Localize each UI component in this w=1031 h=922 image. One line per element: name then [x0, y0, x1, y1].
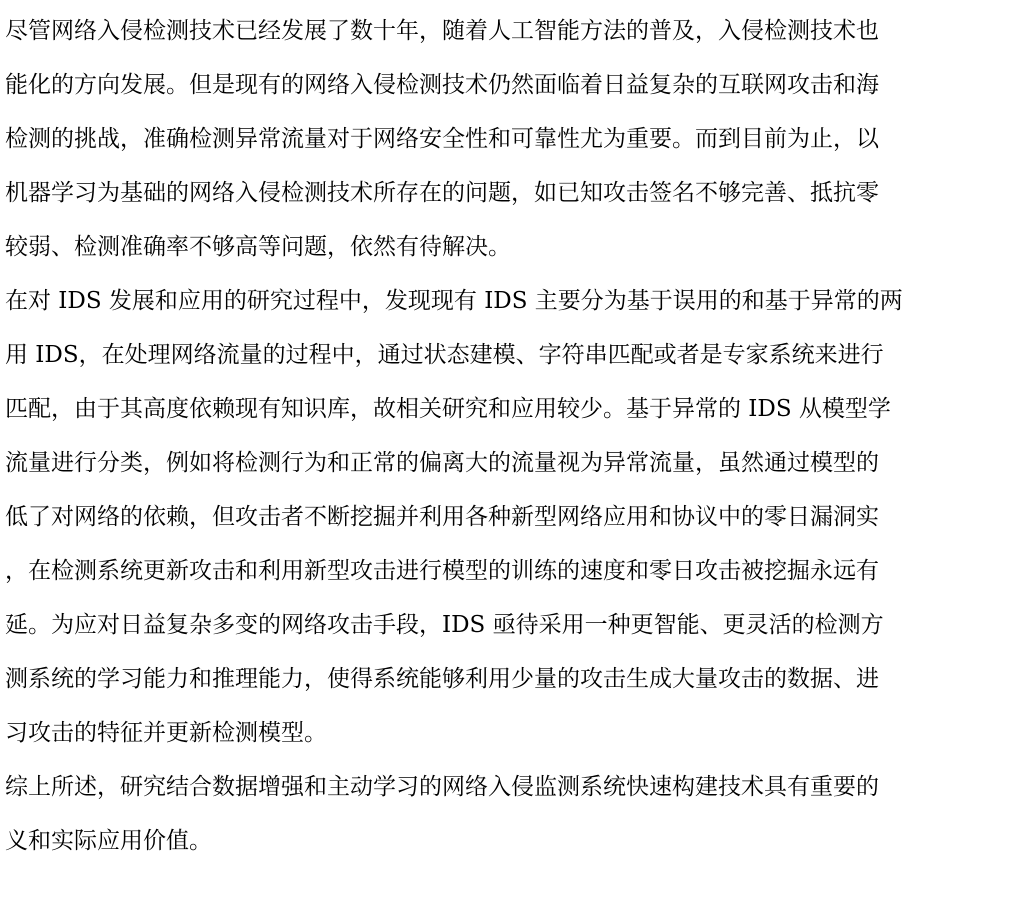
text-line: 综上所述，研究结合数据增强和主动学习的网络入侵监测系统快速构建技术具有重要的: [5, 774, 879, 800]
paragraph-3: [5, 760, 1031, 868]
text-line: 检测的挑战，准确检测异常流量对于网络安全性和可靠性尤为重要。而到目前为止，以: [5, 126, 879, 152]
text-line: 延。为应对日益复杂多变的网络攻击手段，IDS 亟待采用一种更智能、更灵活的检测方: [5, 612, 884, 638]
text-line: 机器学习为基础的网络入侵检测技术所存在的问题，如已知攻击签名不够完善、抵抗零: [5, 180, 879, 206]
text-line: 义和实际应用价值。: [5, 828, 212, 854]
text-line: 匹配，由于其高度依赖现有知识库，故相关研究和应用较少。基于异常的 IDS 从模型学: [5, 396, 891, 422]
paragraph-2: [5, 274, 1031, 760]
text-line: 尽管网络入侵检测技术已经发展了数十年，随着人工智能方法的普及，入侵检测技术也: [5, 18, 879, 44]
text-line: 习攻击的特征并更新检测模型。: [5, 720, 327, 746]
text-line: 流量进行分类，例如将检测行为和正常的偏离大的流量视为异常流量，虽然通过模型的: [5, 450, 879, 476]
paragraph-1: [5, 4, 1031, 274]
text-line: 用 IDS，在处理网络流量的过程中，通过状态建模、字符串匹配或者是专家系统来进行: [5, 342, 884, 368]
text-line: 较弱、检测准确率不够高等问题，依然有待解决。: [5, 234, 511, 260]
text-line: ，在检测系统更新攻击和利用新型攻击进行模型的训练的速度和零日攻击被挖掘永远有: [5, 558, 879, 584]
document-body: [5, 4, 1031, 868]
text-line: 低了对网络的依赖，但攻击者不断挖掘并利用各种新型网络应用和协议中的零日漏洞实: [5, 504, 879, 530]
text-line: 能化的方向发展。但是现有的网络入侵检测技术仍然面临着日益复杂的互联网攻击和海: [5, 72, 879, 98]
text-line: 测系统的学习能力和推理能力，使得系统能够利用少量的攻击生成大量攻击的数据、进: [5, 666, 879, 692]
text-line: 在对 IDS 发展和应用的研究过程中，发现现有 IDS 主要分为基于误用的和基于异常的两: [5, 288, 903, 314]
